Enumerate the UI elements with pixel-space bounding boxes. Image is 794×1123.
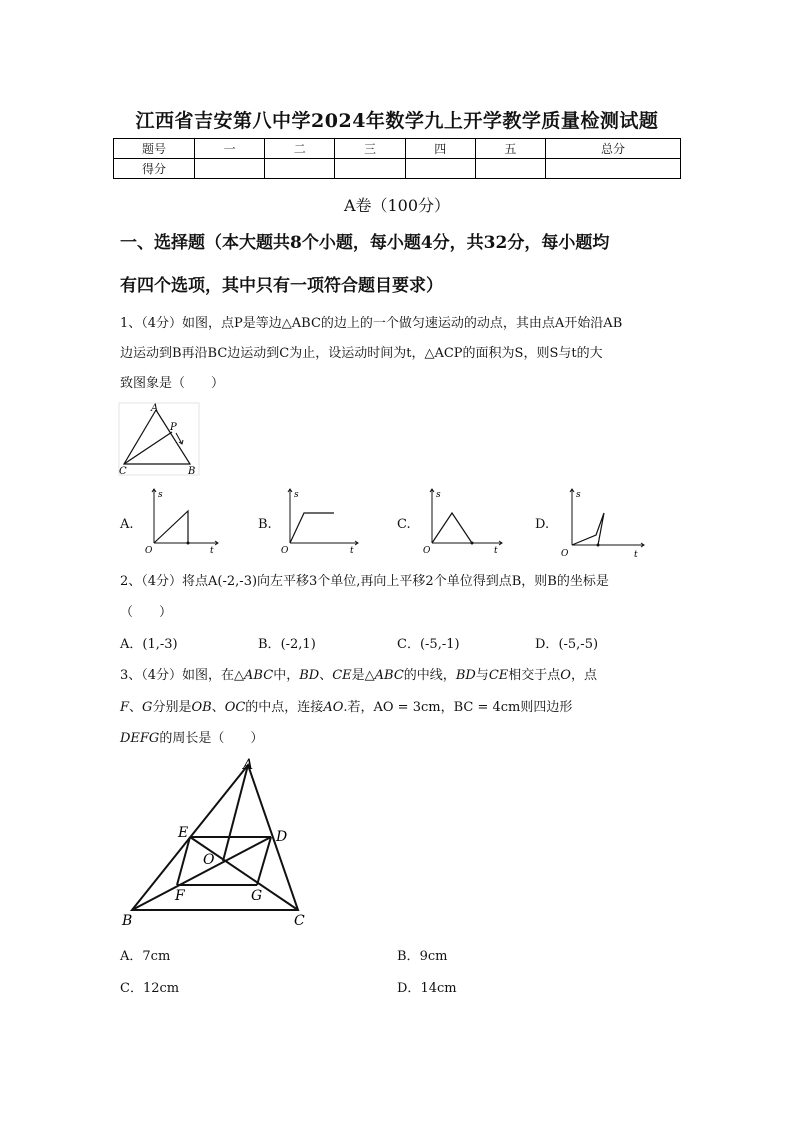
q1-triangle-figure [116,400,202,478]
q2-option-b-letter: B． [258,637,281,652]
score-cell[interactable] [195,159,265,179]
q2-text-line1: 2、（4分）将点A(-2,-3)向左平移3个单位,再向上平移2个单位得到点B，则B的坐标是 [120,574,609,589]
axis-y-label: s [436,490,441,500]
q1-option-d-letter[interactable]: D. [535,517,550,532]
q1-option-b-graph[interactable] [280,483,360,558]
q1-option-d-graph[interactable] [556,483,648,561]
score-header-cell: 三 [335,139,405,159]
q2-option-c-text: (-5,-1) [419,637,460,652]
q2-option-b-text: (-2,1) [280,637,316,652]
q1-option-c-letter[interactable]: C. [397,517,411,532]
q3-text: 3、（4分）如图，在 [120,668,235,683]
score-table-score-row [114,159,681,179]
q3-math: O [560,668,571,683]
q3-label-o: O [203,852,215,868]
score-header-cell: 二 [265,139,335,159]
q3-text: 相交于点 [508,668,561,683]
q3-text: 与 [475,668,489,683]
q3-text-line2 [120,700,572,716]
q2-option-d[interactable] [535,637,598,653]
q3-text: ，点 [570,668,597,683]
q3-label-c: C [294,913,305,929]
q3-text: .若， [343,700,374,715]
q3-option-a[interactable] [120,949,170,965]
q3-math: △ABC [234,668,274,683]
q3-text: 的中点，连接 [245,700,324,715]
q3-option-d-text: 14cm [420,981,457,996]
q3-option-c-letter: C． [120,981,143,996]
q1-option-a-graph[interactable] [142,483,222,558]
q1-option-a-letter[interactable]: A. [120,517,134,532]
q3-label-e: E [178,825,189,841]
q3-text: 的中线， [403,668,456,683]
q3-triangle-figure [118,755,318,931]
q2-option-c[interactable] [397,637,460,653]
q3-label-g: G [251,888,263,904]
score-table [113,138,681,179]
q1-option-b-letter[interactable]: B. [258,517,272,532]
score-header-cell: 五 [475,139,545,159]
q1-text-line2: 边运动到B再沿BC边运动到C为止，设运动时间为t，△ACP的面积为S，则S与t的大 [120,346,603,361]
score-header-cell: 四 [405,139,475,159]
axis-x-label: t [350,546,354,556]
q3-text: 、 [319,668,333,683]
q3-math: △ABC [364,668,404,683]
score-header-cell: 题号 [114,139,195,159]
q2-option-d-letter: D． [535,637,559,652]
q3-option-b-letter: B． [397,949,420,964]
axis-y-label: s [576,490,581,500]
q3-math: CE [332,668,352,683]
q3-text: 则四边形 [520,700,573,715]
score-cell[interactable] [265,159,335,179]
score-row-label: 得分 [114,159,195,179]
q3-text: 的周长是（ ） [159,731,264,746]
origin-label: O [423,546,431,556]
q3-text: 分别是 [152,700,192,715]
q2-option-b[interactable] [258,637,316,653]
q3-option-b[interactable] [397,949,447,965]
section-heading-line2: 有四个选项，其中只有一项符合题目要求） [120,276,443,296]
q3-math: AO [323,700,344,715]
q3-math: DEFG [120,731,160,746]
q3-label-b: B [122,913,133,929]
q3-text: 是 [351,668,365,683]
score-header-cell: 总分 [546,139,681,159]
q3-math: BD [299,668,320,683]
q1-label-b: B [188,466,196,477]
q3-option-b-text: 9cm [419,949,448,964]
q3-text: 、 [211,700,225,715]
q1-text-line1: 1、（4分）如图，点P是等边△ABC的边上的一个做匀速运动的动点，其由点A开始沿AB [120,316,623,331]
origin-label: O [561,549,569,559]
q3-label-d: D [276,829,288,845]
q3-math: BD [455,668,476,683]
axis-x-label: t [210,546,214,556]
q3-option-c[interactable] [120,981,179,997]
q2-option-d-text: (-5,-5) [558,637,599,652]
axis-y-label: s [158,490,163,500]
score-cell[interactable] [335,159,405,179]
q3-math: G [142,700,153,715]
q3-math: BC = 4cm [453,700,521,715]
section-heading-line1: 一、选择题（本大题共8个小题，每小题4分，共32分，每小题均 [120,233,610,253]
q2-option-a[interactable] [120,637,178,653]
q2-option-c-letter: C． [397,637,420,652]
q1-label-c: C [119,466,127,477]
axis-x-label: t [494,546,498,556]
axis-y-label: s [294,490,299,500]
q3-option-a-text: 7cm [142,949,171,964]
q1-label-a: A [151,403,159,414]
q3-text: ， [440,700,454,715]
q3-math: OC [224,700,246,715]
paper-subtitle: A卷（100分） [343,196,451,215]
q3-option-d[interactable] [397,981,457,997]
q2-option-a-text: (1,-3) [142,637,178,652]
q1-label-p: P [170,422,177,433]
q3-option-d-letter: D． [397,981,421,996]
q3-text-line1 [120,668,597,684]
q3-math: OB [191,700,212,715]
score-table-header-row [114,139,681,159]
q1-option-c-graph[interactable] [420,483,506,558]
q3-math: F [120,700,130,715]
score-cell[interactable] [405,159,475,179]
q3-option-c-text: 12cm [142,981,180,996]
q2-option-a-letter: A． [120,637,143,652]
q3-label-f: F [175,888,185,904]
q3-text: 、 [129,700,143,715]
q3-math: CE [488,668,509,683]
exam-title: 江西省吉安第八中学2024年数学九上开学教学质量检测试题 [135,110,659,132]
q3-label-a: A [243,757,254,773]
q3-option-a-letter: A． [120,949,143,964]
q3-math: AO = 3cm [373,700,441,715]
q3-text: 中， [273,668,300,683]
score-header-cell: 一 [195,139,265,159]
q1-text-line3: 致图象是（ ） [120,376,225,391]
score-cell[interactable] [546,159,681,179]
score-cell[interactable] [475,159,545,179]
origin-label: O [281,546,289,556]
axis-x-label: t [634,550,638,560]
q2-text-line2: （ ） [120,605,173,620]
q3-text-line3 [120,731,263,747]
origin-label: O [145,546,153,556]
